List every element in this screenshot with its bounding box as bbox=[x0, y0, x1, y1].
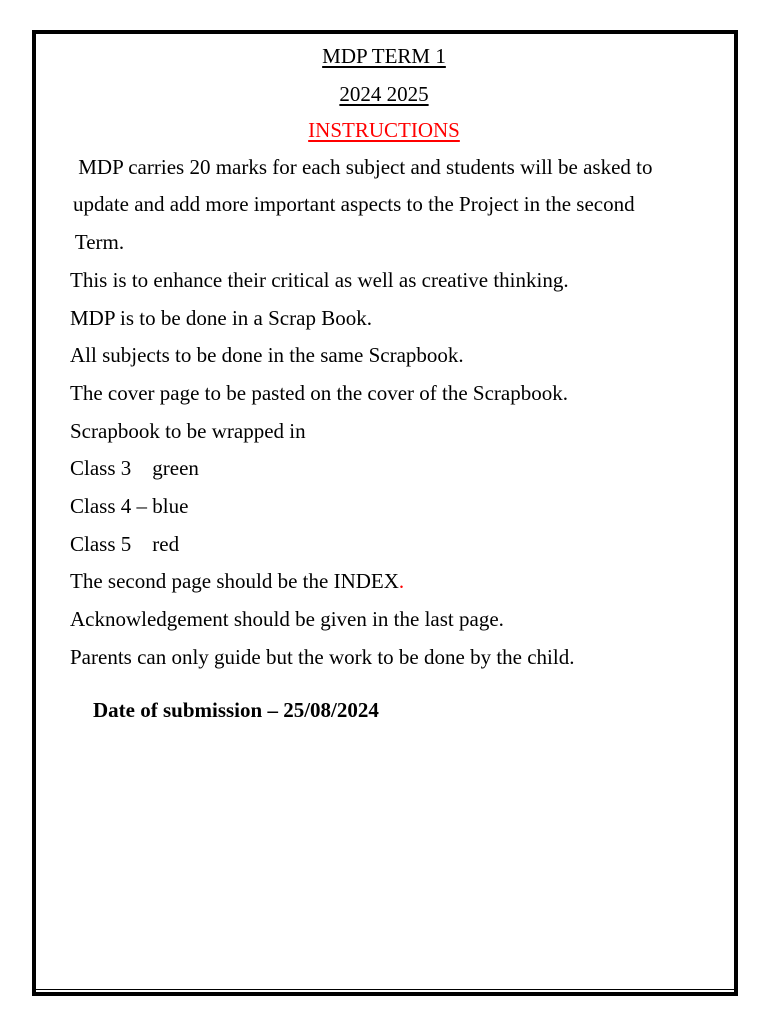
page-border-bottom-rule bbox=[33, 989, 735, 990]
instruction-item: Scrapbook to be wrapped in bbox=[70, 419, 306, 443]
instruction-item: Acknowledgement should be given in the last page. bbox=[70, 607, 504, 631]
index-instruction-text: The second page should be the INDEX bbox=[70, 569, 399, 593]
intro-line-3: Term. bbox=[70, 230, 125, 254]
index-instruction-period: . bbox=[398, 569, 405, 593]
instruction-item: Parents can only guide but the work to be done by the child. bbox=[70, 645, 575, 669]
submission-date: Date of submission – 25/08/2024 bbox=[93, 698, 379, 722]
document-title: MDP TERM 1 bbox=[322, 44, 446, 68]
instruction-item: All subjects to be done in the same Scrapbook. bbox=[70, 343, 464, 367]
index-instruction bbox=[70, 569, 404, 593]
instructions-heading: INSTRUCTIONS bbox=[308, 118, 460, 142]
academic-year: 2024 2025 bbox=[339, 82, 429, 106]
intro-line-1: MDP carries 20 marks for each subject and students will be asked to bbox=[73, 155, 653, 179]
instruction-item: This is to enhance their critical as well as creative thinking. bbox=[70, 268, 569, 292]
class-4-color: Class 4 – blue bbox=[70, 494, 189, 518]
class-3-color: Class 3 green bbox=[70, 456, 199, 480]
instruction-item: The cover page to be pasted on the cover of the Scrapbook. bbox=[70, 381, 568, 405]
class-5-color: Class 5 red bbox=[70, 532, 180, 556]
instruction-item: MDP is to be done in a Scrap Book. bbox=[70, 306, 372, 330]
intro-line-2: update and add more important aspects to the Project in the second bbox=[73, 192, 635, 216]
